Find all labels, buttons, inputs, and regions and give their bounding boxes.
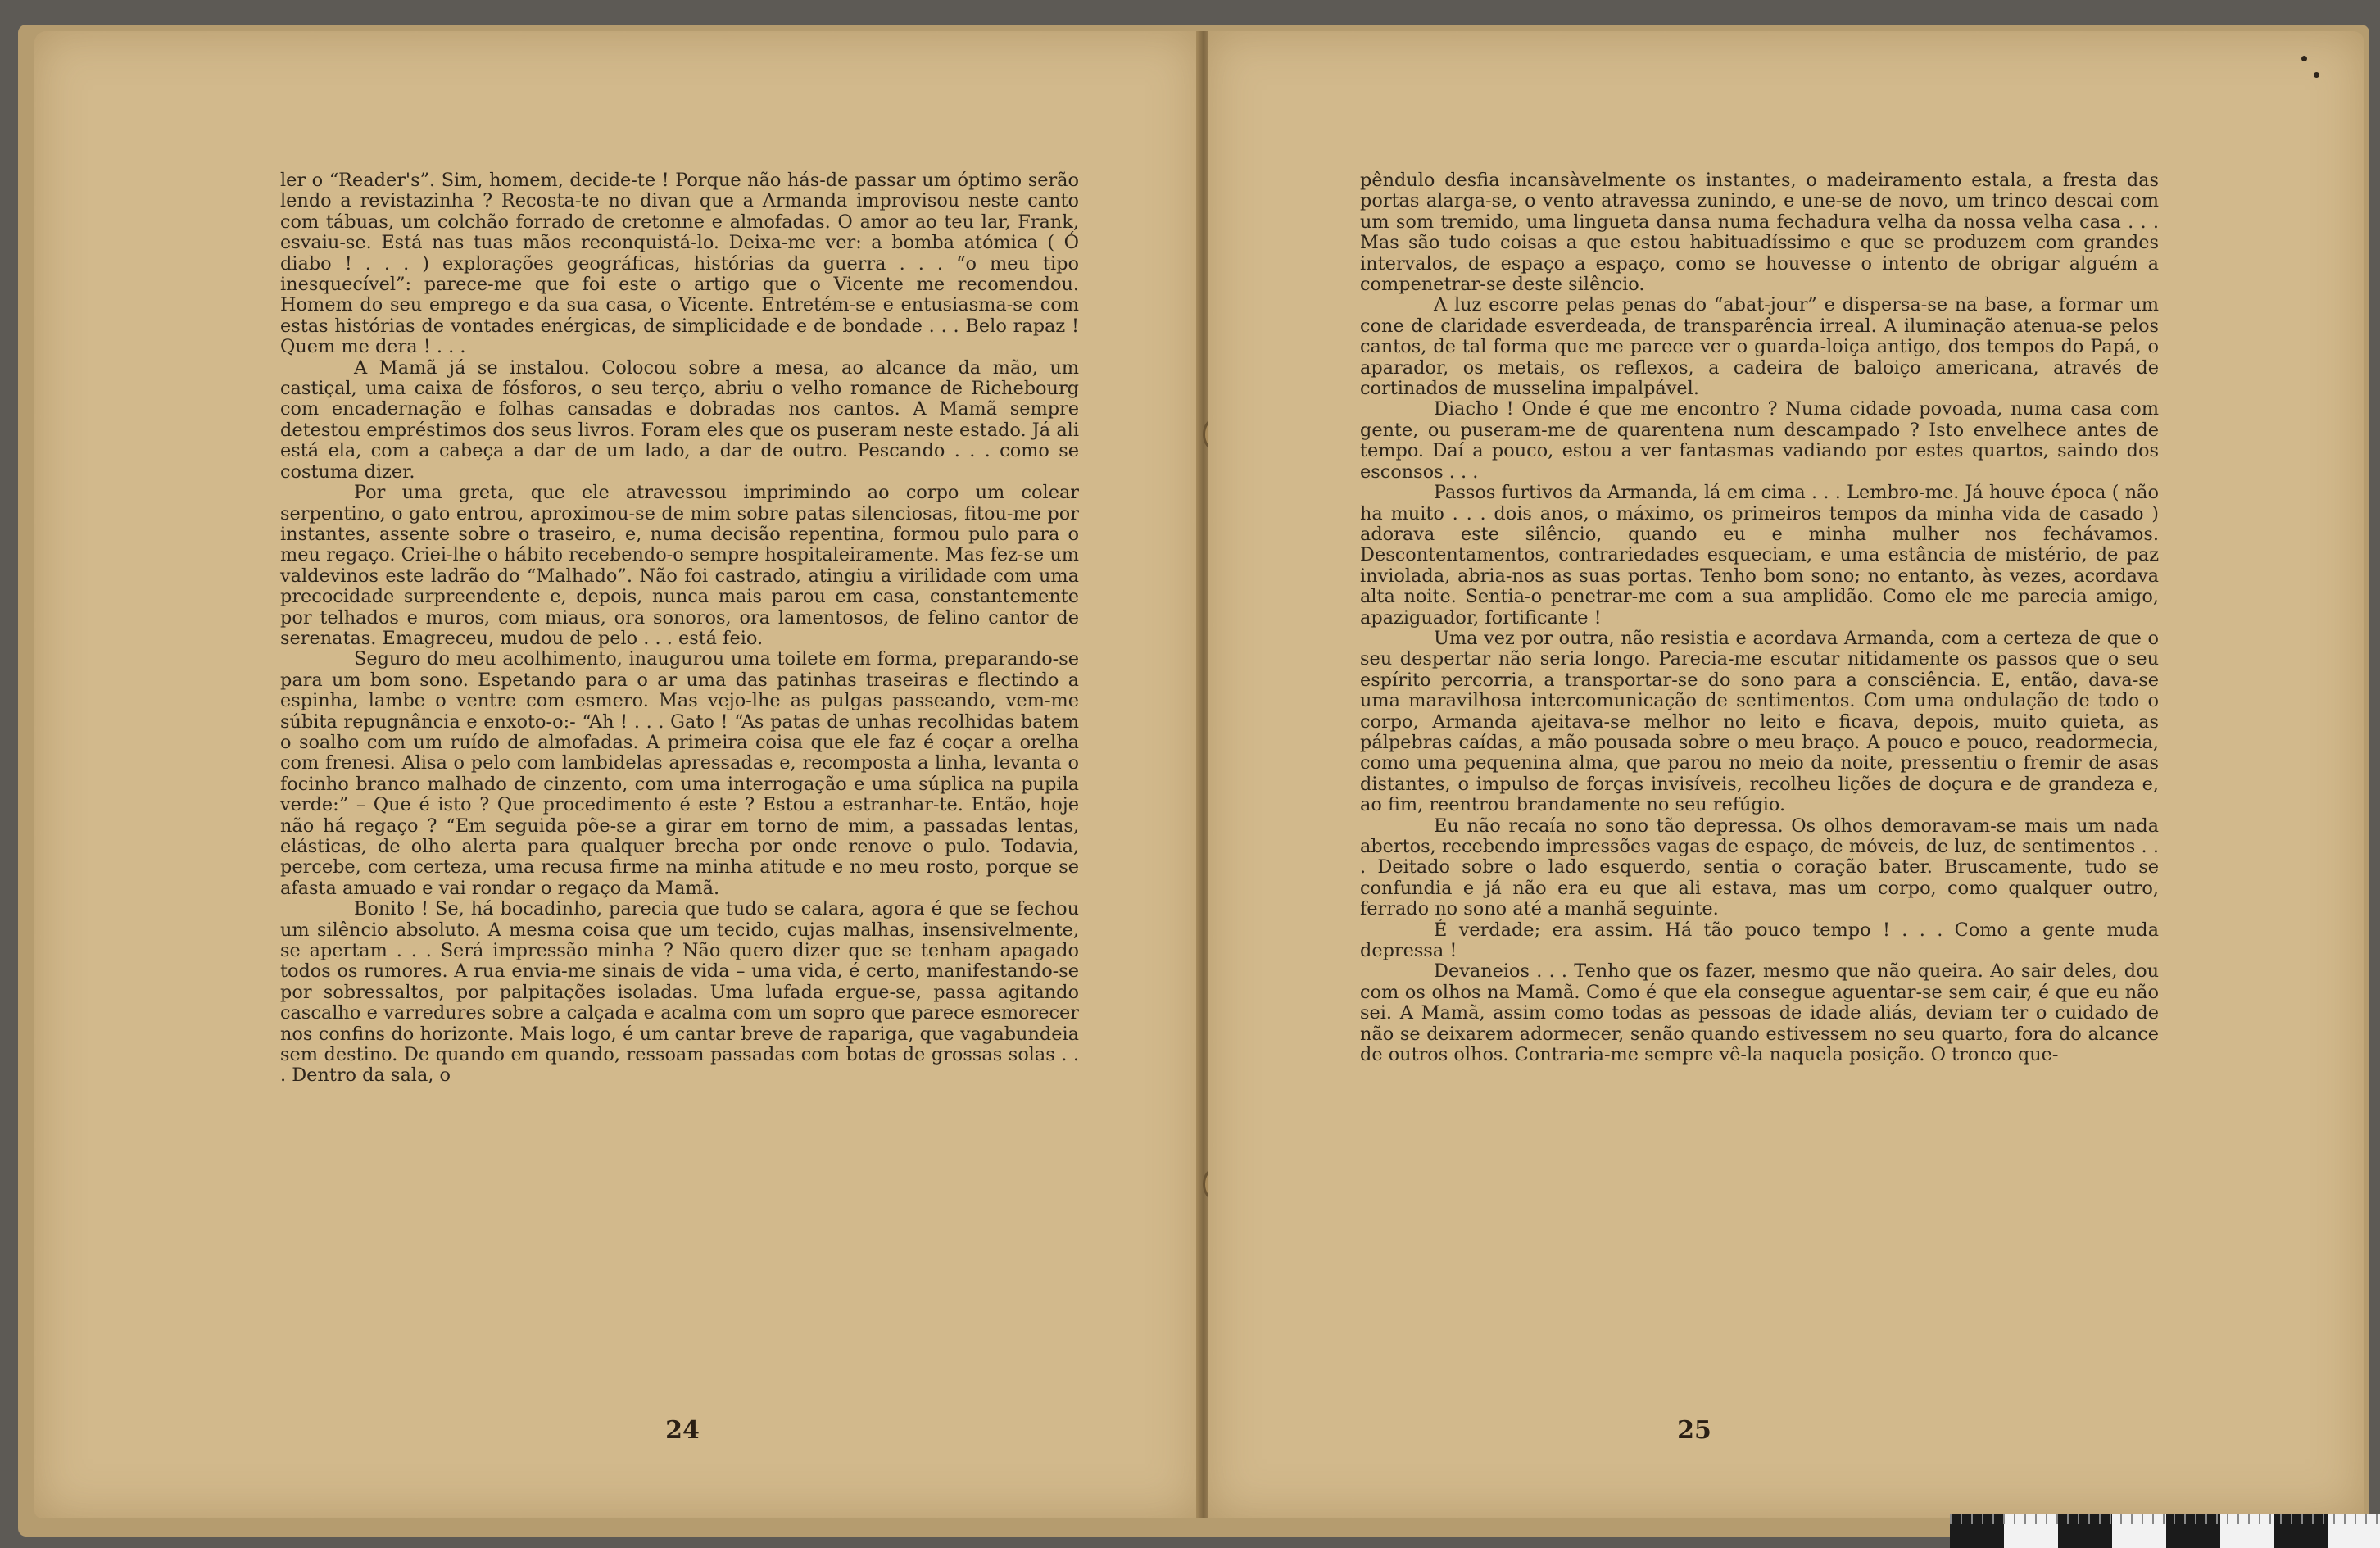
paragraph: Eu não recaía no sono tão depressa. Os olhos demoravam-se mais um nada abertos, recebendo impressões vagas de espaço, de móveis, de luz, de sentimentos . . . Deitado sobre o lado esquerdo, sentia o coração bater. Bruscamente, tudo se confundia e já não era eu que ali estava, mas um corpo, como qualquer outro, ferrado no sono até a manhã seguinte. (1360, 815, 2159, 920)
paragraph: Uma vez por outra, não resistia e acordava Armanda, com a certeza de que o seu despertar não seria longo. Parecia-me escutar nitidamente os passos que o seu espírito percorria, a transportar-se do sono para a consciência. E, então, dava-se uma maravilhosa intercomunicação de sentimentos. Com uma ondulação de todo o corpo, Armanda ajeitava-se melhor no leito e ficava, depois, muito quieta, as pálpebras caídas, a mão pousada sobre o meu braço. A pouco e pouco, readormecia, como uma pequenina alma, que parou no meio da noite, pressentiu o fremir de asas distantes, o impulso de forças invisíveis, recolheu lições de doçura e de grandeza e, ao fim, reentrou brandamente no seu refúgio. (1360, 627, 2159, 816)
paragraph: É verdade; era assim. Há tão pouco tempo ! . . . Como a gente muda depressa ! (1360, 919, 2159, 962)
paragraph: Diacho ! Onde é que me encontro ? Numa cidade povoada, numa casa com gente, ou puseram-me de quarentena num descampado ? Isto envelhece antes de tempo. Daí a pouco, estou a ver fantasmas vadiando por estes quartos, saindo dos esconsos . . . (1360, 398, 2159, 483)
paragraph: A Mamã já se instalou. Colocou sobre a mesa, ao alcance da mão, um castiçal, uma caixa de fósforos, o seu terço, abriu o velho romance de Richebourg com encadernação e folhas cansadas e dobradas nos cantos. A Mamã sempre detestou empréstimos dos seus livros. Foram eles que os puseram neste estado. Já ali está ela, com a cabeça a dar de um lado, a dar de outro. Pescando . . . como se costuma dizer. (280, 356, 1079, 483)
book-spread (18, 25, 2369, 1537)
page-number: 24 (665, 1416, 700, 1445)
right-page-text (1360, 170, 2159, 1065)
left-page (34, 31, 1199, 1518)
scale-ruler (1950, 1514, 2380, 1548)
paragraph: pêndulo desfia incansàvelmente os instantes, o madeiramento estala, a fresta das portas alarga-se, o vento atravessa zunindo, e une-se de novo, um trinco descai com um som tremido, uma lingueta dansa numa fechadura velha da nossa velha casa . . . Mas são tudo coisas a que estou habituadíssimo e que se produzem com grandes intervalos, de espaço a espaço, como se houvesse o intento de obrigar alguém a compenetrar-se deste silêncio. (1360, 170, 2159, 296)
paragraph: Bonito ! Se, há bocadinho, parecia que tudo se calara, agora é que se fechou um silêncio absoluto. A mesma coisa que um tecido, cujas malhas, insensivelmente, se apertam . . . Será impressão minha ? Não quero dizer que se tenham apagado todos os rumores. A rua envia-me sinais de vida – uma vida, é certo, manifestando-se por sobressaltos, por palpitações isoladas. Uma lufada ergue-se, passa agitando cascalho e varredures sobre a calçada e acalma com um sopro que parece esmorecer nos confins do horizonte. Mais logo, é um cantar breve de rapariga, que vagabundeia sem destino. De quando em quando, ressoam passadas com botas de grossas solas . . . Dentro da sala, o (280, 898, 1079, 1087)
left-page-text (280, 170, 1079, 1087)
ink-dot-icon (2314, 72, 2319, 78)
paragraph: Devaneios . . . Tenho que os fazer, mesmo que não queira. Ao sair deles, dou com os olhos na Mamã. Como é que ela consegue aguentar-se sem cair, é que eu não sei. A Mamã, assim como todas as pessoas de idade aliás, deviam ter o cuidado de não se deixarem adormecer, senão quando estivessem no seu quarto, fora do alcance de outros olhos. Contraria-me sempre vê-la naquela posição. O tronco que- (1360, 960, 2159, 1066)
paragraph: A luz escorre pelas penas do “abat-jour” e dispersa-se na base, a formar um cone de claridade esverdeada, de transparência irreal. A iluminação atenua-se pelos cantos, de tal forma que me parece ver o guarda-loiça antigo, dos tempos do Papá, o aparador, os metais, os reflexos, a cadeira de baloiço americana, através de cortinados de musselina impalpável. (1360, 294, 2159, 400)
paragraph: Passos furtivos da Armanda, lá em cima . . . Lembro-me. Já houve época ( não ha muito . . . dois anos, o máximo, os primeiros tempos da minha vida de casado ) adorava este silêncio, quando eu e minha mulher nos fechávamos. Descontentamentos, contrariedades esqueciam, e uma estância de mistério, de paz inviolada, abria-nos as suas portas. Tenho bom sono; no entanto, às vezes, acordava alta noite. Sentia-o penetrar-me com a sua amplidão. Como ele me parecia amigo, apaziguador, fortificante ! (1360, 482, 2159, 629)
paragraph: Seguro do meu acolhimento, inaugurou uma toilete em forma, preparando-se para um bom sono. Espetando para o ar uma das patinhas traseiras e flectindo a espinha, lambe o ventre com esmero. Mas vejo-lhe as pulgas passeando, vem-me súbita repugnância e enxoto-o:- “Ah ! . . . Gato ! “As patas de unhas recolhidas batem o soalho com um ruído de almofadas. A primeira coisa que ele faz é coçar a orelha com frenesi. Alisa o pelo com lambidelas apressadas e, recomposta a linha, levanta o focinho branco malhado de cinzento, com uma interrogação e uma súplica na pupila verde:” – Que é isto ? Que procedimento é este ? Estou a estranhar-te. Então, hoje não há regaço ? “Em seguida põe-se a girar em torno de mim, a passadas lentas, elásticas, de olho alerta para qualquer brecha por onde renove o pulo. Todavia, percebe, com certeza, uma recusa firme na minha atitude e no meu rosto, porque se afasta amuado e vai rondar o regaço da Mamã. (280, 648, 1079, 899)
ink-dot-icon (2301, 56, 2307, 61)
ruler-ticks (1950, 1514, 2380, 1524)
paragraph: Por uma greta, que ele atravessou imprimindo ao corpo um colear serpentino, o gato entrou, aproximou-se de mim sobre patas silenciosas, fitou-me por instantes, assente sobre o traseiro, e, numa decisão repentina, formou pulo para o meu regaço. Criei-lhe o hábito recebendo-o sempre hospitaleiramente. Mas fez-se um valdevinos este ladrão do “Malhado”. Não foi castrado, atingiu a virilidade com uma precocidade surpreendente e, depois, nunca mais parou em casa, constantemente por telhados e muros, com miaus, ora sonoros, ora lamentosos, de felino cantor de serenatas. Emagreceu, mudou de pelo . . . está feio. (280, 482, 1079, 649)
paragraph: ler o “Reader's”. Sim, homem, decide-te ! Porque não hás-de passar um óptimo serão lendo a revistazinha ? Recosta-te no divan que a Armanda improvisou neste canto com tábuas, um colchão forrado de cretonne e almofadas. O amor ao teu lar, Frank, esvaiu-se. Está nas tuas mãos reconquistá-lo. Deixa-me ver: a bomba atómica ( Ó diabo ! . . . ) explorações geográficas, histórias da guerra . . . “o meu tipo inesquecível”: parece-me que foi este o artigo que o Vicente me recomendou. Homem do seu emprego e da sua casa, o Vicente. Entretém-se e entusiasma-se com estas histórias de vontades enérgicas, de simplicidade e de bondade . . . Belo rapaz ! Quem me dera ! . . . (280, 170, 1079, 358)
right-page (1208, 31, 2364, 1518)
page-number: 25 (1677, 1416, 1711, 1445)
